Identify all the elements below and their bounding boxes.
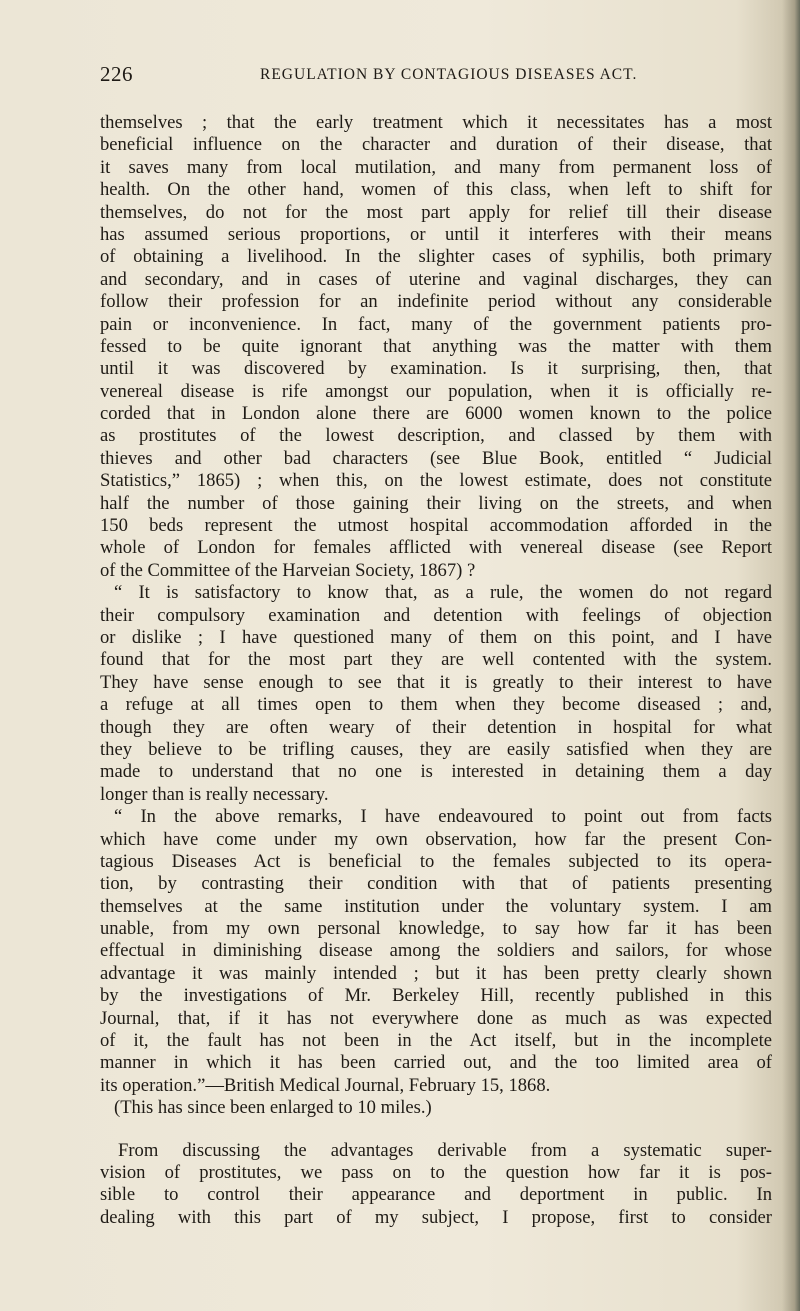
text-line: whole of London for females afflicted with venereal disease (see Report [100,537,772,559]
text-line: “ It is satisfactory to know that, as a rule, the women do not regard [114,582,772,604]
text-line: follow their profession for an indefinite period without any considerable [100,291,772,313]
paragraph-2 [100,582,772,806]
text-line: sible to control their appearance and deportment in public. In [100,1184,772,1206]
paragraph-3 [100,806,772,1119]
text-line: and secondary, and in cases of uterine and vaginal discharges, they can [100,268,772,290]
paragraph-4 [100,1140,772,1230]
text-line: has assumed serious proportions, or until it interferes with their means [100,223,772,245]
text-line: themselves at the same institution under the voluntary system. I am [100,895,772,917]
text-line: thieves and other bad characters (see Blue Book, entitled “ Judicial [100,447,772,469]
text-line: venereal disease is rife amongst our population, when it is officially re- [100,380,772,402]
text-line: as prostitutes of the lowest description, and classed by them with [100,425,772,447]
text-line: which have come under my own observation, how far the present Con- [100,828,772,850]
text-line: half the number of those gaining their living on the streets, and when [100,492,772,514]
text-line: pain or inconvenience. In fact, many of the government patients pro- [100,313,772,335]
text-line: longer than is really necessary. [100,783,329,805]
text-line: manner in which it has been carried out, and the too limited area of [100,1052,772,1074]
text-line: a refuge at all times open to them when they become diseased ; and, [100,694,772,716]
text-line: it saves many from local mutilation, and many from permanent loss of [100,156,772,178]
text-line: beneficial influence on the character and duration of their disease, that [100,134,772,156]
text-line: They have sense enough to see that it is greatly to their interest to have [100,671,772,693]
page-number: 226 [100,62,133,86]
text-line: themselves, do not for the most part apply for relief till their disease [100,201,772,223]
text-line: vision of prostitutes, we pass on to the question how far it is pos- [100,1161,772,1183]
text-line: health. On the other hand, women of this class, when left to shift for [100,179,772,201]
body-text [100,112,772,1229]
text-line: Journal, that, if it has not everywhere done as much as was expected [100,1007,772,1029]
text-line: though they are often weary of their detention in hospital for what [100,716,772,738]
text-line: of it, the fault has not been in the Act itself, but in the incomplete [100,1030,772,1052]
text-line: tagious Diseases Act is beneficial to the females subjected to its opera- [100,850,772,872]
text-line: tion, by contrasting their condition with that of patients presenting [100,873,772,895]
text-line: or dislike ; I have questioned many of them on this point, and I have [100,626,772,648]
paragraph-gap [100,1120,772,1140]
paragraph-1 [100,112,772,582]
text-line: themselves ; that the early treatment which it necessitates has a most [100,112,772,133]
text-line: by the investigations of Mr. Berkeley Hill, recently published in this [100,985,772,1007]
text-line: made to understand that no one is interested in detaining them a day [100,761,772,783]
text-line: effectual in diminishing disease among the soldiers and sailors, for whose [100,940,772,962]
text-line: advantage it was mainly intended ; but it has been pretty clearly shown [100,962,772,984]
text-line: until it was discovered by examination. Is it surprising, then, that [100,358,772,380]
text-line: corded that in London alone there are 6000 women known to the police [100,403,772,425]
text-line: unable, from my own personal knowledge, to say how far it has been [100,918,772,940]
text-line: found that for the most part they are well contented with the system. [100,649,772,671]
text-line: From discussing the advantages derivable from a systematic super- [118,1139,772,1161]
running-head: REGULATION BY CONTAGIOUS DISEASES ACT. [260,66,638,83]
text-line: of the Committee of the Harveian Society, 1867) ? [100,559,476,581]
text-line: “ In the above remarks, I have endeavoured to point out from facts [114,806,772,828]
text-line: dealing with this part of my subject, I propose, first to consider [100,1206,772,1228]
text-line: 150 beds represent the utmost hospital accommodation afforded in the [100,515,772,537]
text-line: (This has since been enlarged to 10 miles.) [114,1097,432,1119]
citation-line: its operation.”—British Medical Journal, February 15, 1868. [100,1074,551,1096]
text-line: of obtaining a livelihood. In the slighter cases of syphilis, both primary [100,246,772,268]
text-line: fessed to be quite ignorant that anything was the matter with them [100,335,772,357]
page-header [100,62,750,92]
text-line: they believe to be trifling causes, they are easily satisfied when they are [100,738,772,760]
text-line: Statistics,” 1865) ; when this, on the lowest estimate, does not constitute [100,470,772,492]
page-edge-shadow [782,0,800,1311]
text-line: their compulsory examination and detention with feelings of objection [100,604,772,626]
